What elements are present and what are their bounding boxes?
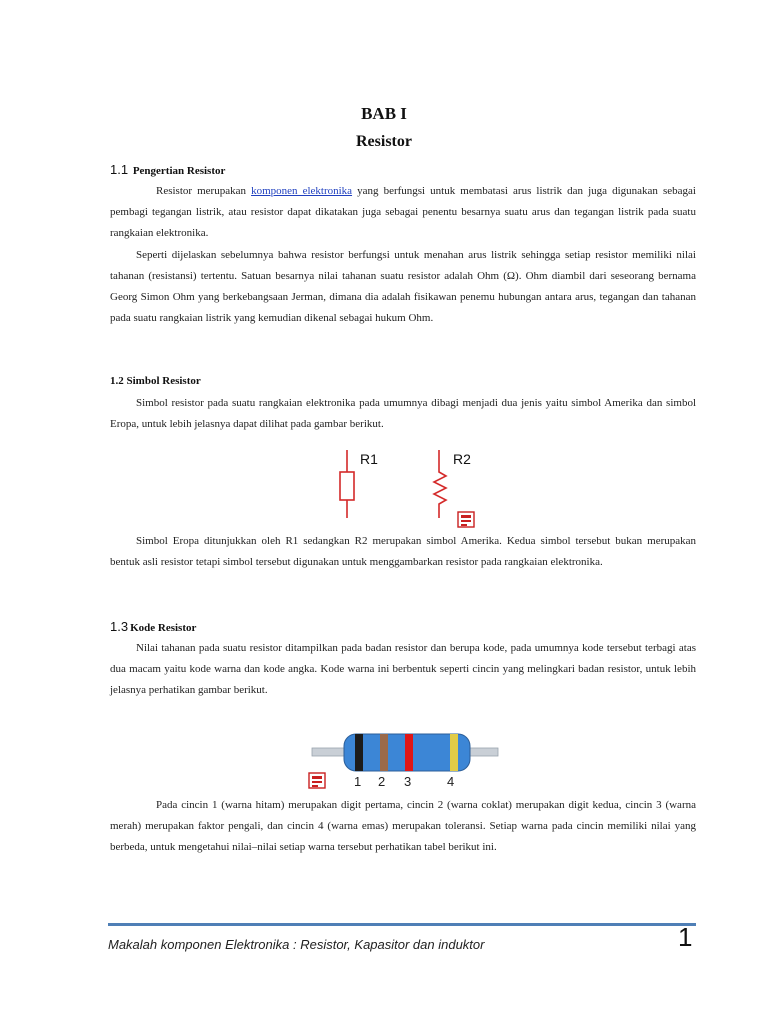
band-1-black (355, 734, 363, 771)
paragraph-resistor-definition (110, 181, 696, 244)
paragraph-symbol-intro: Simbol resistor pada suatu rangkaian elektronika pada umumnya dibagi menjadi dua jenis yaitu simbol Amerika dan simbol Eropa, untuk lebih jelasnya dapat dilihat pada gambar berikut. (110, 397, 696, 430)
section-number: 1.3 (110, 619, 129, 634)
paragraph-text: Resistor merupakan (156, 185, 252, 197)
resistor-lead-right (468, 748, 498, 756)
section-title: Kode Resistor (130, 622, 197, 634)
section-heading-1-1 (110, 162, 225, 177)
band-label-3: 3 (404, 774, 412, 789)
footer-rule (108, 923, 696, 926)
paragraph-color-code: Nilai tahanan pada suatu resistor ditampilkan pada badan resistor dan berupa kode, pada umumnya kode tersebut terbagi atas dua macam yaitu kode warna dan kode angka. Kode warna ini berbentuk seperti cincin yang melingkari badan resistor, untuk lebih jelasnya perhatikan gambar berikut. (110, 642, 696, 696)
section-number: 1.1 (110, 162, 129, 177)
band-label-1: 1 (354, 774, 362, 789)
paragraph-ohm: Seperti dijelaskan sebelumnya bahwa resistor berfungsi untuk menahan arus listrik sehingga setiap resistor memiliki nilai tahanan (resistansi) tertentu. Satuan besarnya nilai tahanan suatu resistor adalah Ohm (Ω). Ohm diambil dari seseorang bernama Georg Simon Ohm yang berkebangsaan Jerman, dimana dia adalah fisikawan penemu hubungan antara arus, tegangan dan tahanan pada suatu rangkaian listrik yang kemudian dikenal sebagai hukum Ohm. (110, 249, 696, 324)
chapter-subtitle: Resistor (356, 133, 412, 150)
image-placeholder-icon (458, 512, 474, 527)
paragraph-band-meaning: Pada cincin 1 (warna hitam) merupakan digit pertama, cincin 2 (warna coklat) merupakan digit kedua, cincin 3 (warna merah) merupakan faktor pengali, dan cincin 4 (warna emas) merupakan toleransi. Setiap warna pada cincin memiliki nilai yang berbeda, untuk mengetahui nilai–nilai setiap warna tersebut perhatikan tabel berikut ini. (110, 799, 696, 853)
band-label-2: 2 (378, 774, 386, 789)
image-placeholder-icon (309, 773, 325, 788)
section-heading-1-3 (110, 619, 196, 634)
footer-title: Makalah komponen Elektronika : Resistor, Kapasitor dan induktor (108, 937, 485, 952)
resistor-lead-left (312, 748, 346, 756)
chapter-title: BAB I (361, 104, 407, 123)
band-2-brown (380, 734, 388, 771)
section-heading-1-2: 1.2 Simbol Resistor (110, 375, 201, 387)
european-resistor-symbol (340, 450, 354, 518)
band-3-red (405, 734, 413, 771)
resistor-color-band-figure (300, 728, 506, 794)
label-r2: R2 (453, 451, 471, 467)
band-label-4: 4 (447, 774, 455, 789)
section-title: Pengertian Resistor (132, 165, 226, 177)
page-number: 1 (678, 922, 693, 952)
label-r1: R1 (360, 451, 378, 467)
paragraph-text: yang berfungsi untuk membatasi arus listrik dan juga digunakan sebagai pembagi tegangan listrik, atau resistor dapat dikatakan juga sebagai penentu besarnya suatu arus dan tegangan listrik pada suatu rangkaian elektronika. (110, 185, 696, 239)
band-4-gold (450, 734, 458, 771)
american-resistor-symbol (434, 450, 446, 518)
resistor-symbols-figure (320, 446, 480, 530)
paragraph-symbol-explanation: Simbol Eropa ditunjukkan oleh R1 sedangkan R2 merupakan simbol Amerika. Kedua simbol tersebut bukan merupakan bentuk asli resistor tetapi simbol tersebut digunakan untuk menggambarkan resistor pada rangkaian elektronika. (110, 535, 696, 568)
link-komponen-elektronika[interactable]: komponen elektronika (251, 185, 353, 197)
